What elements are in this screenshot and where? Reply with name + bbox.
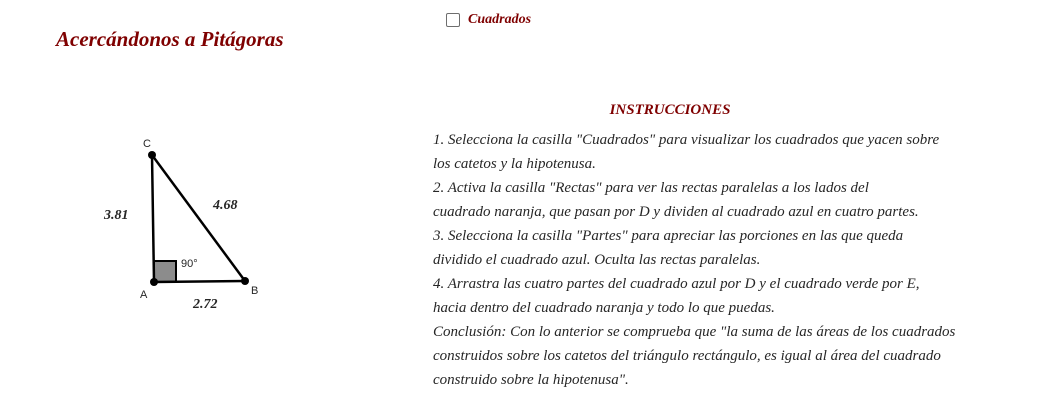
instruction-line: 3. Selecciona la casilla "Partes" para apreciar las porciones en las que queda [433, 228, 904, 244]
measure-bc: 4.68 [213, 198, 238, 213]
applet-title: Acercándonos a Pitágoras [56, 27, 284, 51]
label-c: C [143, 138, 151, 150]
squares-checkbox-label[interactable]: Cuadrados [468, 12, 532, 27]
side-ab [154, 281, 245, 282]
point-b[interactable] [241, 277, 249, 285]
instruction-line: los catetos y la hipotenusa. [433, 156, 596, 172]
label-a: A [140, 289, 148, 301]
squares-checkbox[interactable] [446, 12, 531, 28]
instructions-body [433, 128, 1023, 392]
instruction-line: 2. Activa la casilla "Rectas" para ver las rectas paralelas a los lados del [433, 180, 869, 196]
point-a[interactable] [150, 278, 158, 286]
instruction-line: cuadrado naranja, que pasan por D y dividen al cuadrado azul en cuatro partes. [433, 204, 919, 220]
triangle-figure [0, 0, 420, 400]
point-c[interactable] [148, 151, 156, 159]
side-ac [152, 155, 154, 282]
instruction-line: dividido el cuadrado azul. Oculta las rectas paralelas. [433, 252, 761, 268]
instruction-line: construidos sobre los catetos del triángulo rectángulo, es igual al área del cuadrado [433, 348, 941, 364]
instructions-heading: INSTRUCCIONES [609, 102, 731, 118]
instruction-line: hacia dentro del cuadrado naranja y todo lo que puedas. [433, 300, 775, 316]
squares-checkbox-box[interactable] [446, 13, 460, 27]
right-angle-label: 90° [181, 258, 198, 270]
measure-ab: 2.72 [193, 297, 218, 312]
instruction-line: 4. Arrastra las cuatro partes del cuadrado azul por D y el cuadrado verde por E, [433, 276, 920, 292]
label-b: B [251, 285, 259, 297]
instruction-line: construido sobre la hipotenusa". [433, 372, 629, 388]
instruction-line: Conclusión: Con lo anterior se comprueba que "la suma de las áreas de los cuadrados [433, 324, 956, 340]
measure-ac: 3.81 [104, 208, 129, 223]
right-angle-marker [154, 261, 176, 282]
instruction-line: 1. Selecciona la casilla "Cuadrados" para visualizar los cuadrados que yacen sobre [433, 132, 940, 148]
